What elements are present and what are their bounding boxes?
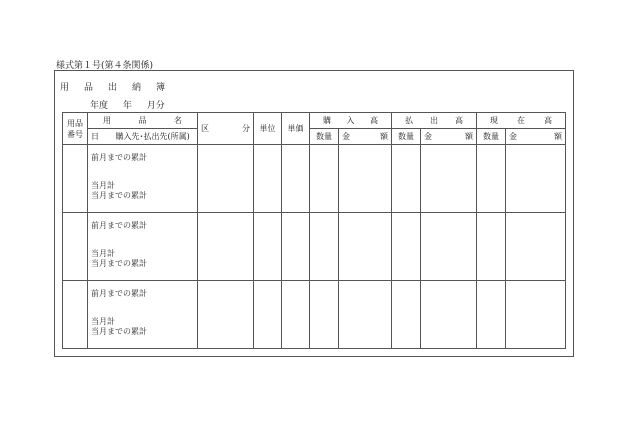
header-date-party: 日 購入先･払出先(所属) [88, 129, 198, 145]
month-suffix: 月分 [146, 101, 165, 111]
header-balance-amount: 金 額 [506, 129, 566, 145]
header-unit: 単位 [254, 113, 282, 145]
table-row [63, 213, 566, 281]
header-payout-amount: 金 額 [421, 129, 477, 145]
header-purchase: 購 入 高 [310, 113, 392, 129]
form-title: 用品出納簿 [60, 83, 181, 93]
header-row-1 [63, 113, 566, 129]
summary-cell: 前月までの累計 当月計 当月までの累計 [88, 281, 198, 349]
summary-cell: 前月までの累計 当月計 当月までの累計 [88, 145, 198, 213]
item-no-cell[interactable] [63, 281, 88, 349]
header-row-2 [63, 129, 566, 145]
ledger-table [62, 112, 566, 349]
header-category: 区 分 [198, 113, 254, 145]
item-no-cell[interactable] [63, 145, 88, 213]
header-payout-qty: 数量 [392, 129, 421, 145]
form-caption: 様式第１号(第４条関係) [56, 61, 154, 71]
period-line [90, 98, 165, 111]
table-row [63, 145, 566, 213]
month-label: 年 [122, 101, 132, 111]
table-row [63, 281, 566, 349]
header-unit-price: 単価 [282, 113, 310, 145]
header-purchase-qty: 数量 [310, 129, 339, 145]
summary-cell: 前月までの累計 当月計 当月までの累計 [88, 213, 198, 281]
item-no-cell[interactable] [63, 213, 88, 281]
header-purchase-amount: 金 額 [339, 129, 392, 145]
header-item-name: 用 品 名 [88, 113, 198, 129]
header-balance: 現 在 高 [477, 113, 566, 129]
header-payout: 払 出 高 [392, 113, 477, 129]
header-balance-qty: 数量 [477, 129, 506, 145]
year-label: 年度 [90, 101, 109, 111]
header-item-no: 用品 番号 [63, 113, 88, 145]
